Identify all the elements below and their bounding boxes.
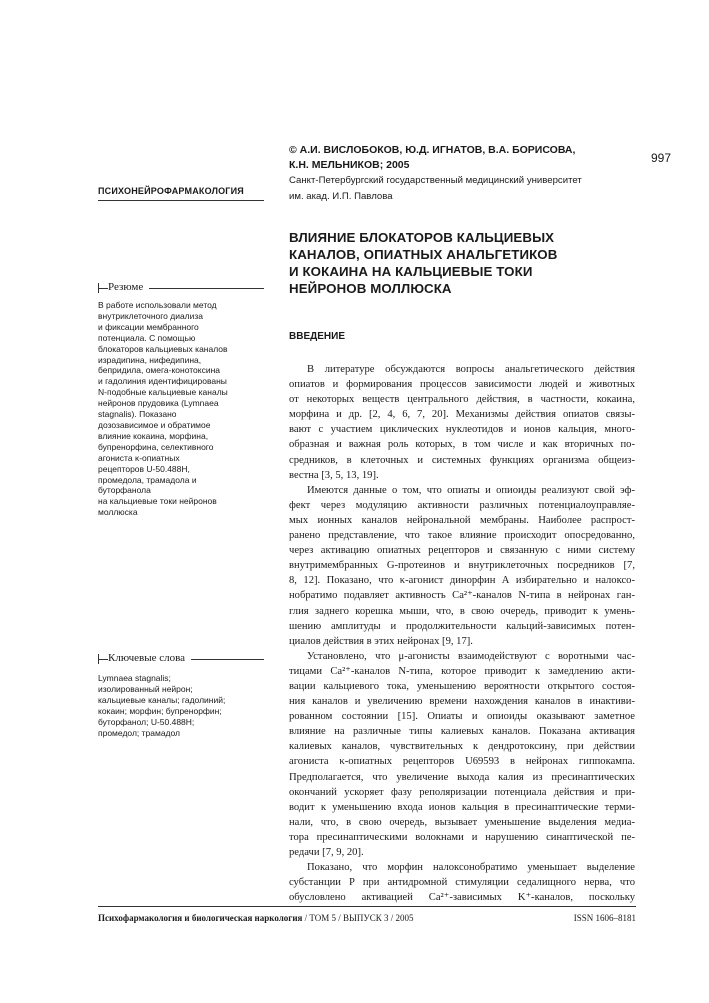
abstract-line: бупренорфина, селективного bbox=[98, 441, 214, 452]
title-line: И КОКАИНА НА КАЛЬЦИЕВЫЕ ТОКИ bbox=[289, 264, 533, 279]
footer-rule bbox=[98, 906, 636, 907]
intro-heading: ВВЕДЕНИЕ bbox=[289, 331, 345, 342]
keyword-line: кальциевые каналы; гадолиний; bbox=[98, 694, 226, 705]
authors-line: © А.И. ВИСЛОБОКОВ, Ю.Д. ИГНАТОВ, В.А. БОРИСОВА, bbox=[289, 144, 576, 156]
body-text-line: субстанции Р при антидромной стимуляции седалищного нерва, что bbox=[289, 877, 635, 889]
authors-line: К.Н. МЕЛЬНИКОВ; 2005 bbox=[289, 159, 410, 171]
body-text-line: агониста κ-опиатных рецепторов U69593 в нейронах гиппокампа. bbox=[289, 756, 635, 768]
title-line: НЕЙРОНОВ МОЛЛЮСКА bbox=[289, 281, 452, 296]
abstract-line: агониста κ-опиатных bbox=[98, 452, 180, 463]
footer-citation bbox=[98, 913, 414, 923]
body-text-line: опиатов и формирования процессов зависимости людей и животных bbox=[289, 379, 635, 391]
body-text-line: редачи [7, 9, 20]. bbox=[289, 847, 364, 858]
body-text-line: обусловлено активацией Ca²⁺-зависимых K⁺-каналов, поскольку bbox=[289, 892, 635, 904]
abstract-line: нейронов прудовика (Lymnaea bbox=[98, 398, 219, 409]
abstract-line: блокаторов кальциевых каналов bbox=[98, 343, 228, 354]
body-text-line: рованном состоянии [15]. Опиаты и опиоиды оказывают заметное bbox=[289, 711, 635, 723]
body-text-line: внутримембранных G-протеинов и внутриклеточных посредников [7, bbox=[289, 560, 635, 572]
footer-journal: Психофармакология и биологическая наркология bbox=[98, 913, 303, 923]
abstract-line: влияние кокаина, морфина, bbox=[98, 430, 209, 441]
keywords-header bbox=[98, 654, 264, 664]
page-number: 997 bbox=[651, 151, 672, 165]
abstract-body bbox=[98, 300, 264, 518]
affiliation-line: Санкт-Петербургский государственный медицинский университет bbox=[289, 175, 582, 186]
body-text-line: тора пресинаптическими волокнами и нарушению синаптической пе- bbox=[289, 831, 635, 843]
affiliation-line: им. акад. И.П. Павлова bbox=[289, 191, 393, 202]
abstract-line: на кальциевые токи нейронов bbox=[98, 496, 217, 507]
body-text-line: вации кальциевого тока, уменьшению вероятности открытого состоя- bbox=[289, 680, 635, 692]
body-text-line: мых ионных каналов нейрональной мембраны. Наиболее распрост- bbox=[289, 514, 635, 526]
abstract-line: моллюска bbox=[98, 507, 138, 518]
body-text-line: окончаний ускоряет фазу реполяризации потенциала действия и при- bbox=[289, 786, 635, 798]
keyword-line: промедол; трамадол bbox=[98, 727, 181, 738]
title-line: КАНАЛОВ, ОПИАТНЫХ АНАЛЬГЕТИКОВ bbox=[289, 247, 558, 262]
abstract-line: потенциала. С помощью bbox=[98, 332, 196, 343]
section-label: ПСИХОНЕЙРОФАРМАКОЛОГИЯ bbox=[98, 186, 264, 201]
body-text-line: фект через модуляцию активности различных потенциалоуправляе- bbox=[289, 499, 635, 511]
footer-issue: / ТОМ 5 / ВЫПУСК 3 / 2005 bbox=[302, 913, 414, 923]
abstract-line: и гадолиния идентифицированы bbox=[98, 376, 227, 387]
body-text-line: водит к уменьшению входа ионов кальция в пресинаптические терми- bbox=[289, 801, 635, 813]
body-text-line: морфина и др. [2, 4, 6, 7, 20]. Механизмы действия опиатов связы- bbox=[289, 409, 635, 421]
body-text-line: ранено представление, что такое влияние происходит опосредованно, bbox=[289, 530, 635, 542]
body-text-line: калиевых каналов, чувствительных к дендротоксину, при действии bbox=[289, 741, 635, 753]
body-text-line: Показано, что морфин налоксонобратимо уменьшает выделение bbox=[307, 862, 635, 874]
body-text-line: вают с участием циклических нуклеотидов и ионов кальция, много- bbox=[289, 424, 635, 436]
abstract-line: израдипина, нифедипина, bbox=[98, 354, 202, 365]
abstract-line: В работе использовали метод bbox=[98, 300, 217, 310]
abstract-line: N-подобные кальциевые каналы bbox=[98, 387, 228, 398]
authors bbox=[289, 143, 649, 173]
keywords-heading: Ключевые слова bbox=[108, 652, 191, 665]
body-text-line: вестна [3, 5, 13, 19]. bbox=[289, 469, 379, 481]
abstract-line: рецепторов U-50.488H, bbox=[98, 463, 190, 474]
body-text-line: нали, что, в свою очередь, вызывает уменьшение выделения медиа- bbox=[289, 816, 635, 828]
abstract-line: дозозависимое и обратимое bbox=[98, 419, 211, 430]
body-text-line: тицами Ca²⁺-каналов N-типа, которое приводит к замедлению акти- bbox=[289, 665, 635, 677]
body-text-line: Имеются данные о том, что опиаты и опиоиды реализуют свой эф- bbox=[307, 484, 635, 496]
body-text-line: ния каналов и увеличению времени нахождения каналов в инактиви- bbox=[289, 696, 635, 708]
body-text-line: Предполагается, что увеличение выхода калия из пресинаптических bbox=[289, 771, 635, 783]
abstract-line: буторфанола bbox=[98, 485, 151, 496]
abstract-line: бепридила, омега-конотоксина bbox=[98, 365, 221, 376]
body-text-line: глия заднего корешка мыши, что, в свою очередь, приводит к умень- bbox=[289, 605, 635, 617]
abstract-line: внутриклеточного диализа bbox=[98, 310, 204, 321]
keyword-line: изолированный нейрон; bbox=[98, 683, 193, 694]
abstract-header bbox=[98, 283, 264, 293]
footer-issn: ISSN 1606–8181 bbox=[573, 913, 636, 923]
body-text-line: нобратимо подавляет активность Ca²⁺-каналов N-типа в нейронах ган- bbox=[289, 590, 635, 602]
body-text-line: В литературе обсуждаются вопросы анальгетического действия bbox=[307, 364, 635, 375]
body-text-line: шению амплитуды и продолжительности кальций-зависимых потен- bbox=[289, 620, 635, 632]
keyword-line: буторфанол; U-50.488H; bbox=[98, 716, 195, 727]
body-text-line: средников, в клеточных и системных функциях организма общеиз- bbox=[289, 454, 635, 466]
body-text-line: от некоторых веществ центрального действия, в частности, кокаина, bbox=[289, 394, 635, 406]
abstract-line: и фиксации мембранного bbox=[98, 321, 199, 332]
keyword-line: кокаин; морфин; бупренорфин; bbox=[98, 705, 222, 716]
abstract-line: stagnalis). Показано bbox=[98, 409, 177, 420]
body-text-line: влияние на различные типы калиевых каналов. Показана активация bbox=[289, 726, 635, 738]
body-text-line: образная и важная роль которых, в том числе и как вторичных по- bbox=[289, 439, 635, 451]
intro-body bbox=[289, 362, 635, 905]
keyword-line: Lymnaea stagnalis; bbox=[98, 673, 171, 683]
abstract-line: промедола, трамадола и bbox=[98, 474, 197, 485]
body-text-line: 8, 12]. Показано, что κ-агонист динорфин А избирательно и налоксо- bbox=[289, 575, 635, 587]
abstract-heading: Резюме bbox=[108, 281, 149, 294]
body-text-line: через активацию опиатных рецепторов и связанную с ними систему bbox=[289, 545, 635, 557]
title-line: ВЛИЯНИЕ БЛОКАТОРОВ КАЛЬЦИЕВЫХ bbox=[289, 230, 555, 245]
affiliation bbox=[289, 173, 649, 205]
body-text-line: циалов действия в этих нейронах [9, 17]. bbox=[289, 635, 473, 647]
body-text-line: Установлено, что μ-агонисты взаимодействуют с воротными час- bbox=[307, 650, 635, 662]
keywords-body bbox=[98, 673, 264, 738]
article-title bbox=[289, 229, 629, 297]
